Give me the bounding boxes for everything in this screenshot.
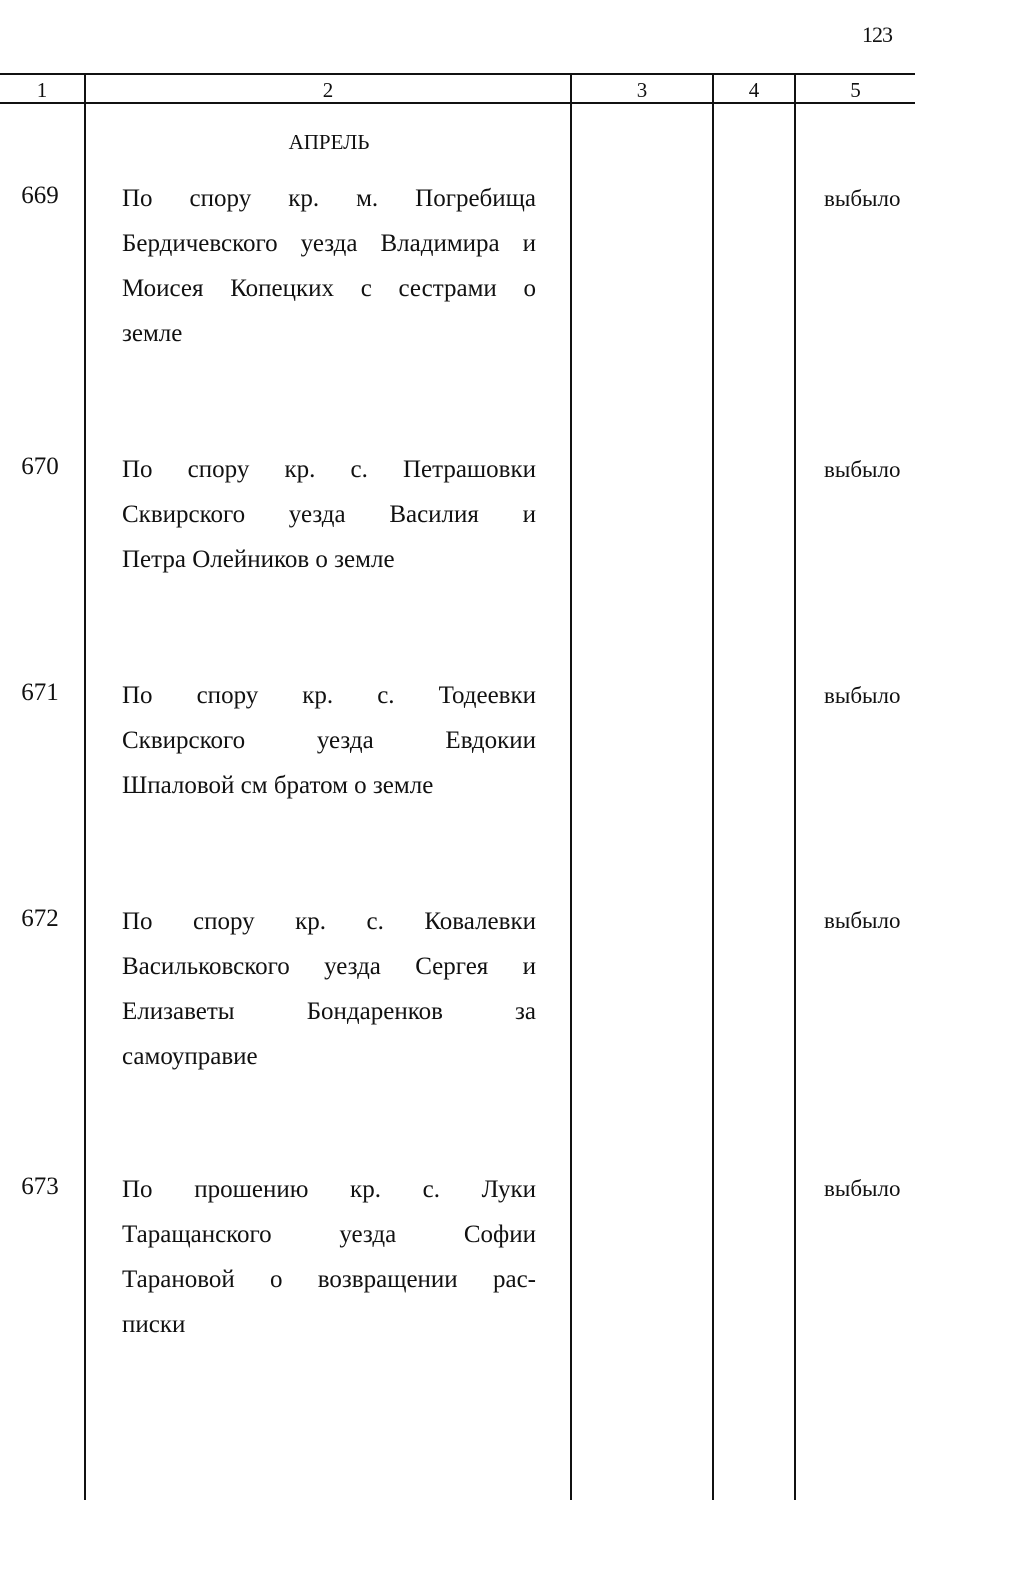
entry-line: Петра Олейников о земле (122, 546, 395, 573)
entry-line: Таращанского уезда Софии (122, 1221, 536, 1248)
column-header-4: 4 (748, 78, 760, 102)
entry-number: 673 (21, 1173, 59, 1200)
column-divider-3-4 (712, 74, 714, 1500)
entry-status: выбыло (824, 457, 901, 482)
entry-line: земле (122, 320, 183, 347)
entry-status: выбыло (824, 908, 901, 933)
column-divider-1-2 (84, 74, 86, 1500)
column-divider-2-3 (570, 74, 572, 1500)
entry-line: По прошению кр. с. Луки (122, 1176, 536, 1203)
entry-line: Сквирского уезда Евдокии (122, 727, 536, 754)
entry-line: Елизаветы Бондаренков за (122, 998, 536, 1025)
entry-description (122, 1167, 536, 1347)
entry-status: выбыло (824, 186, 901, 211)
entry-line: Васильковского уезда Сергея и (122, 953, 536, 980)
entry-line: Шпаловой см братом о земле (122, 772, 434, 799)
entry-description (122, 899, 536, 1079)
entry-line: По спору кр. с. Петрашовки (122, 456, 536, 483)
entry-number: 670 (21, 453, 59, 480)
column-divider-4-5 (794, 74, 796, 1500)
entry-status: выбыло (824, 683, 901, 708)
page-number: 123 (862, 22, 892, 47)
column-header-1: 1 (36, 78, 48, 102)
column-header-3: 3 (636, 78, 648, 102)
entry-line: Бердичевского уезда Владимира и (122, 230, 536, 257)
column-header-2: 2 (322, 78, 334, 102)
entry-line: Моисея Копецких с сестрами о (122, 275, 536, 302)
entry-line: Сквирского уезда Василия и (122, 501, 536, 528)
entry-status: выбыло (824, 1176, 901, 1201)
entry-number: 672 (21, 905, 59, 932)
entry-line: писки (122, 1311, 186, 1338)
entry-line: Тарановой о возвращении рас- (122, 1266, 536, 1293)
entry-description (122, 176, 536, 356)
entry-description (122, 447, 536, 582)
entry-number: 669 (21, 182, 59, 209)
column-header-5: 5 (850, 78, 861, 102)
entry-line: По спору кр. с. Ковалевки (122, 908, 536, 935)
entry-description (122, 673, 536, 808)
entry-line: По спору кр. м. Погребища (122, 185, 536, 212)
entry-line: По спору кр. с. Тодеевки (122, 682, 536, 709)
entry-number: 671 (21, 679, 59, 706)
entry-line: самоуправие (122, 1043, 258, 1070)
section-heading-month: АПРЕЛЬ (288, 130, 370, 154)
table-top-rule (0, 73, 915, 75)
